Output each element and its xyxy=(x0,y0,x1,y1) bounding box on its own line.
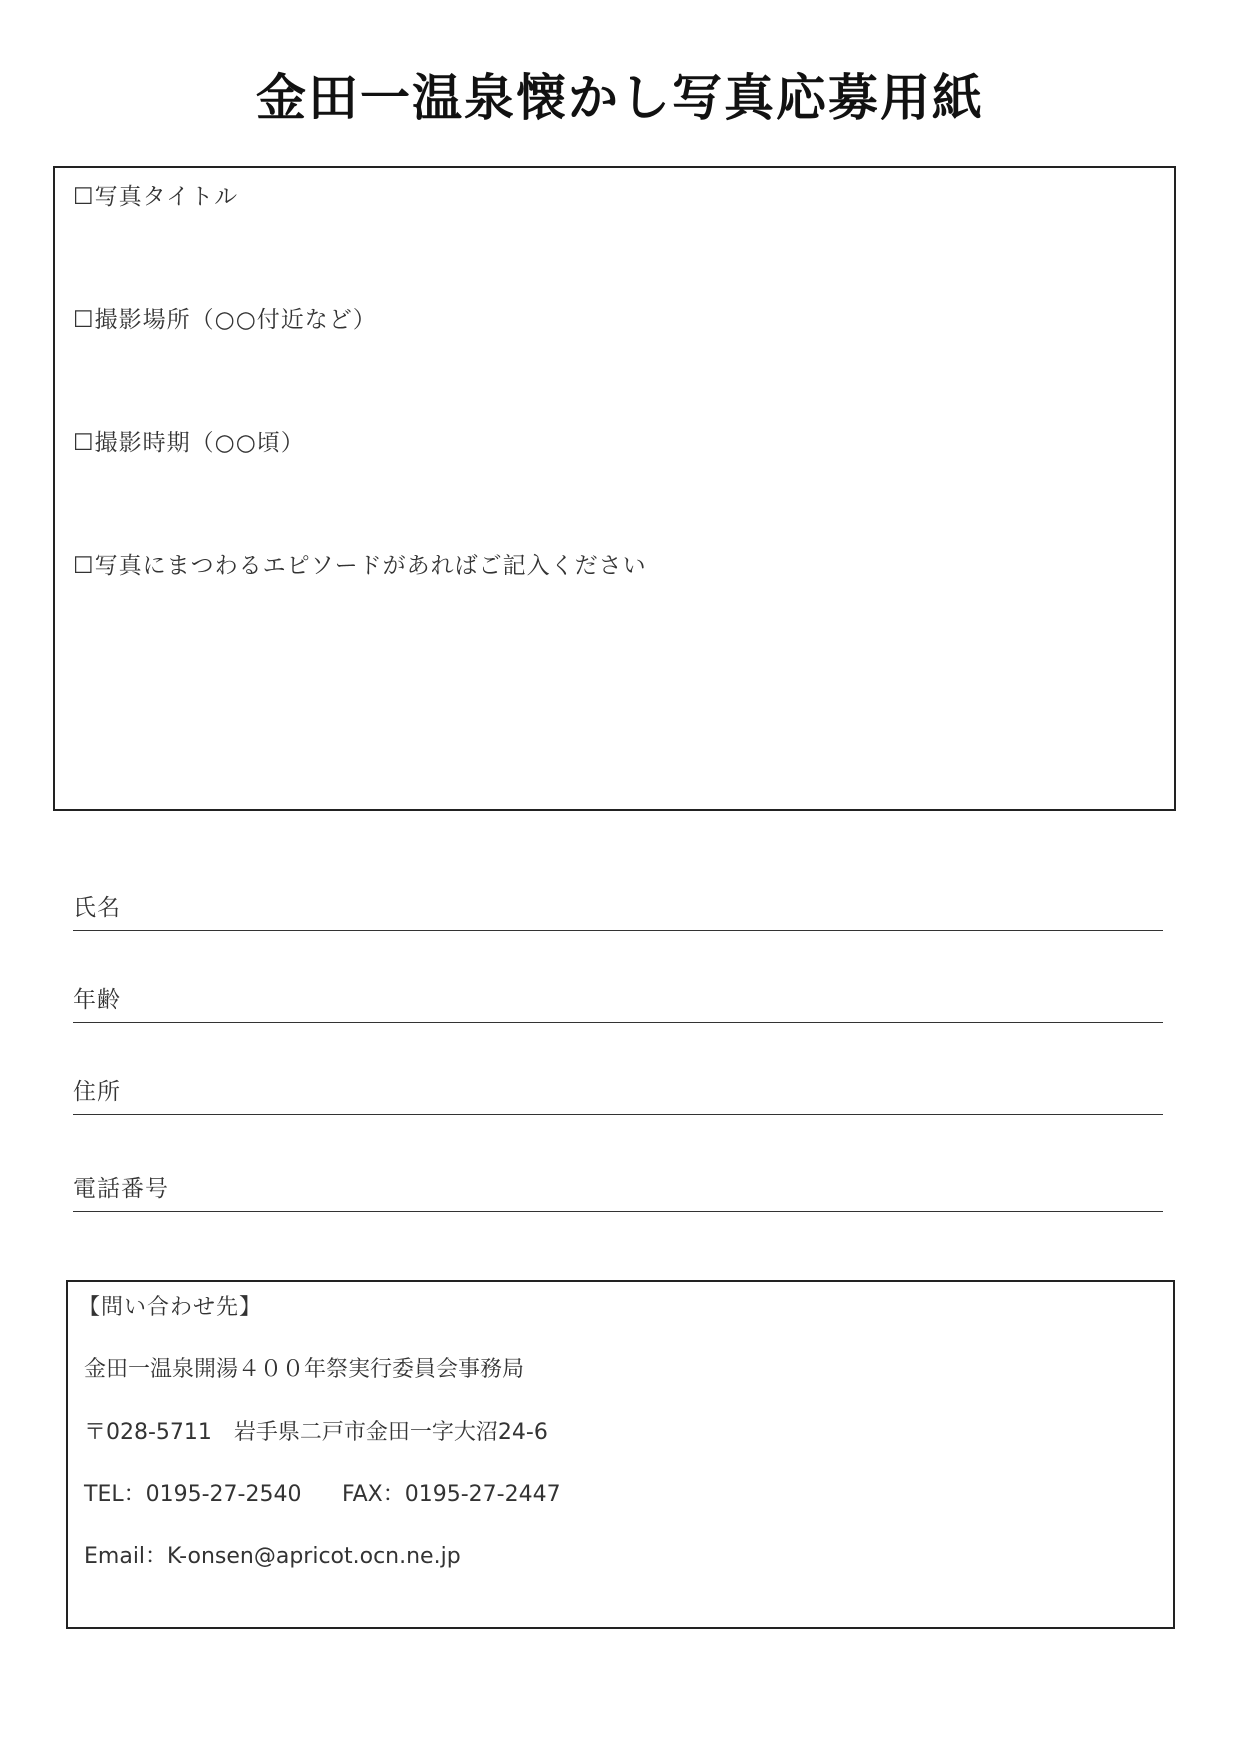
contact-box xyxy=(66,1280,1175,1629)
contact-organization: 金田一温泉開湯４００年祭実行委員会事務局 xyxy=(84,1357,525,1382)
age-label: 年齢 xyxy=(73,987,121,1013)
name-field[interactable] xyxy=(73,890,1163,931)
phone-label: 電話番号 xyxy=(73,1176,169,1202)
phone-field[interactable] xyxy=(73,1171,1163,1212)
photo-title-item[interactable]: ☐写真タイトル xyxy=(73,184,239,210)
address-field[interactable] xyxy=(73,1074,1163,1115)
contact-fax: FAX：0195-27-2447 xyxy=(342,1482,561,1507)
page-title: 金田一温泉懐かし写真応募用紙 xyxy=(256,69,984,127)
age-field[interactable] xyxy=(73,982,1163,1023)
name-label: 氏名 xyxy=(73,895,121,921)
contact-heading: 【問い合わせ先】 xyxy=(78,1295,263,1320)
contact-tel: TEL：0195-27-2540 xyxy=(84,1482,302,1507)
address-label: 住所 xyxy=(73,1079,121,1105)
shooting-period-item[interactable]: ☐撮影時期（○○頃） xyxy=(73,430,305,456)
contact-email[interactable]: Email：K-onsen@apricot.ocn.ne.jp xyxy=(84,1544,461,1569)
contact-postal-address: 〒028-5711 岩手県二戸市金田一字大沼24-6 xyxy=(84,1420,548,1445)
episode-item[interactable]: ☐写真にまつわるエピソードがあればご記入ください xyxy=(73,553,647,579)
shooting-location-item[interactable]: ☐撮影場所（○○付近など） xyxy=(73,307,377,333)
photo-info-box xyxy=(53,166,1176,811)
